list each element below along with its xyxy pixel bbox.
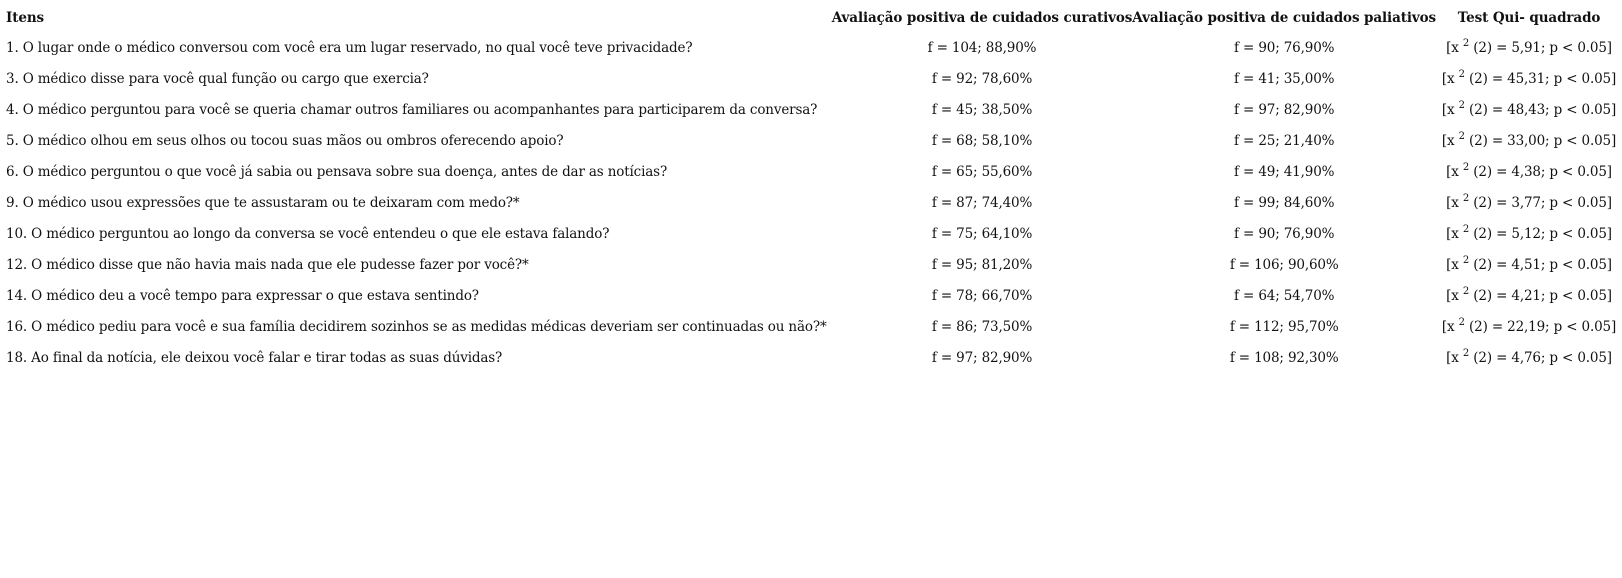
table-row: [6, 94, 1622, 125]
chi-exponent: 2: [1458, 316, 1465, 328]
header-row: [6, 4, 1622, 32]
chi-exponent: 2: [1462, 254, 1470, 266]
chi-exponent: 2: [1462, 37, 1470, 49]
chi-exponent: 2: [1462, 192, 1470, 204]
item-text: 1. O lugar onde o médico conversou com você era um lugar reservado, no qual você teve privacidade?: [6, 39, 693, 56]
chi-square-result: [1436, 218, 1622, 249]
item-text: 9. O médico usou expressões que te assustaram ou te deixaram com medo?*: [6, 194, 520, 211]
palliative-value: f = 97; 82,90%: [1234, 101, 1335, 118]
curative-value: f = 65; 55,60%: [931, 163, 1033, 180]
chi-rest: (2) = 4,76; p < 0.05]: [1473, 349, 1612, 366]
chi-open: [x: [1441, 132, 1455, 149]
item-text: 6. O médico perguntou o que você já sabia ou pensava sobre sua doença, antes de dar as notícias?: [6, 163, 668, 180]
table-row: [6, 311, 1622, 342]
palliative-value: f = 90; 76,90%: [1234, 225, 1335, 242]
item-text: 14. O médico deu a você tempo para expressar o que estava sentindo?: [6, 287, 479, 304]
header-items: Itens: [6, 10, 45, 26]
chi-square-result: [1436, 125, 1622, 156]
chi-rest: (2) = 33,00; p < 0.05]: [1469, 132, 1617, 149]
item-text: 16. O médico pediu para você e sua família decidirem sozinhos se as medidas médicas deveriam ser continuadas ou não?*: [6, 318, 827, 335]
curative-value: f = 86; 73,50%: [931, 318, 1033, 335]
curative-value: f = 75; 64,10%: [931, 225, 1033, 242]
curative-value: f = 97; 82,90%: [931, 349, 1033, 366]
table-row: [6, 218, 1622, 249]
table-row: [6, 342, 1622, 373]
chi-square-result: [1436, 63, 1622, 94]
table-row: [6, 280, 1622, 311]
chi-exponent: 2: [1462, 161, 1470, 173]
palliative-value: f = 108; 92,30%: [1229, 349, 1339, 366]
palliative-value: f = 99; 84,60%: [1234, 194, 1335, 211]
item-text: 4. O médico perguntou para você se queria chamar outros familiares ou acompanhantes para participarem da conversa?: [6, 101, 818, 118]
chi-open: [x: [1446, 349, 1459, 366]
curative-value: f = 92; 78,60%: [931, 70, 1033, 87]
chi-square-result: [1436, 280, 1622, 311]
item-text: 3. O médico disse para você qual função ou cargo que exercia?: [6, 70, 429, 87]
curative-value: f = 87; 74,40%: [931, 194, 1033, 211]
palliative-value: f = 25; 21,40%: [1234, 132, 1335, 149]
chi-open: [x: [1446, 256, 1459, 273]
palliative-value: f = 64; 54,70%: [1234, 287, 1335, 304]
table-row: [6, 156, 1622, 187]
palliative-value: f = 49; 41,90%: [1234, 163, 1335, 180]
header-palliative: Avaliação positiva de cuidados paliativos: [1132, 10, 1437, 26]
header-curative: Avaliação positiva de cuidados curativos: [831, 10, 1133, 26]
curative-value: f = 78; 66,70%: [931, 287, 1033, 304]
chi-rest: (2) = 4,21; p < 0.05]: [1473, 287, 1612, 304]
chi-exponent: 2: [1458, 68, 1465, 80]
table-row: [6, 249, 1622, 280]
chi-exponent: 2: [1462, 347, 1470, 359]
chi-rest: (2) = 4,38; p < 0.05]: [1473, 163, 1612, 180]
chi-exponent: 2: [1458, 99, 1465, 111]
curative-value: f = 104; 88,90%: [927, 39, 1037, 56]
item-text: 10. O médico perguntou ao longo da conversa se você entendeu o que ele estava falando?: [6, 225, 610, 242]
curative-value: f = 68; 58,10%: [931, 132, 1033, 149]
chi-square-result: [1436, 342, 1622, 373]
table-row: [6, 125, 1622, 156]
chi-open: [x: [1446, 287, 1459, 304]
item-text: 18. Ao final da notícia, ele deixou você falar e tirar todas as suas dúvidas?: [6, 349, 503, 366]
chi-rest: (2) = 5,91; p < 0.05]: [1473, 39, 1612, 56]
chi-rest: (2) = 5,12; p < 0.05]: [1473, 225, 1612, 242]
palliative-value: f = 112; 95,70%: [1229, 318, 1339, 335]
palliative-value: f = 41; 35,00%: [1234, 70, 1335, 87]
chi-open: [x: [1441, 70, 1455, 87]
chi-exponent: 2: [1458, 130, 1465, 142]
chi-open: [x: [1446, 39, 1459, 56]
results-table: [6, 4, 1622, 373]
item-text: 5. O médico olhou em seus olhos ou tocou suas mãos ou ombros oferecendo apoio?: [6, 132, 564, 149]
palliative-value: f = 90; 76,90%: [1234, 39, 1335, 56]
chi-exponent: 2: [1462, 285, 1470, 297]
curative-value: f = 95; 81,20%: [931, 256, 1033, 273]
chi-square-result: [1436, 32, 1622, 63]
chi-rest: (2) = 4,51; p < 0.05]: [1473, 256, 1612, 273]
chi-square-result: [1436, 187, 1622, 218]
chi-square-result: [1436, 249, 1622, 280]
chi-open: [x: [1441, 101, 1455, 118]
chi-open: [x: [1446, 194, 1459, 211]
chi-rest: (2) = 45,31; p < 0.05]: [1469, 70, 1617, 87]
chi-rest: (2) = 3,77; p < 0.05]: [1473, 194, 1612, 211]
chi-exponent: 2: [1462, 223, 1470, 235]
table-row: [6, 32, 1622, 63]
header-chi-square: Test Qui- quadrado: [1457, 10, 1601, 26]
chi-rest: (2) = 48,43; p < 0.05]: [1469, 101, 1617, 118]
chi-rest: (2) = 22,19; p < 0.05]: [1469, 318, 1617, 335]
chi-open: [x: [1441, 318, 1455, 335]
table-row: [6, 63, 1622, 94]
chi-open: [x: [1446, 225, 1459, 242]
chi-open: [x: [1446, 163, 1459, 180]
table-body: [6, 32, 1622, 373]
chi-square-result: [1436, 156, 1622, 187]
table-row: [6, 187, 1622, 218]
palliative-value: f = 106; 90,60%: [1229, 256, 1339, 273]
chi-square-result: [1436, 94, 1622, 125]
item-text: 12. O médico disse que não havia mais nada que ele pudesse fazer por você?*: [6, 256, 529, 273]
chi-square-result: [1436, 311, 1622, 342]
curative-value: f = 45; 38,50%: [931, 101, 1033, 118]
